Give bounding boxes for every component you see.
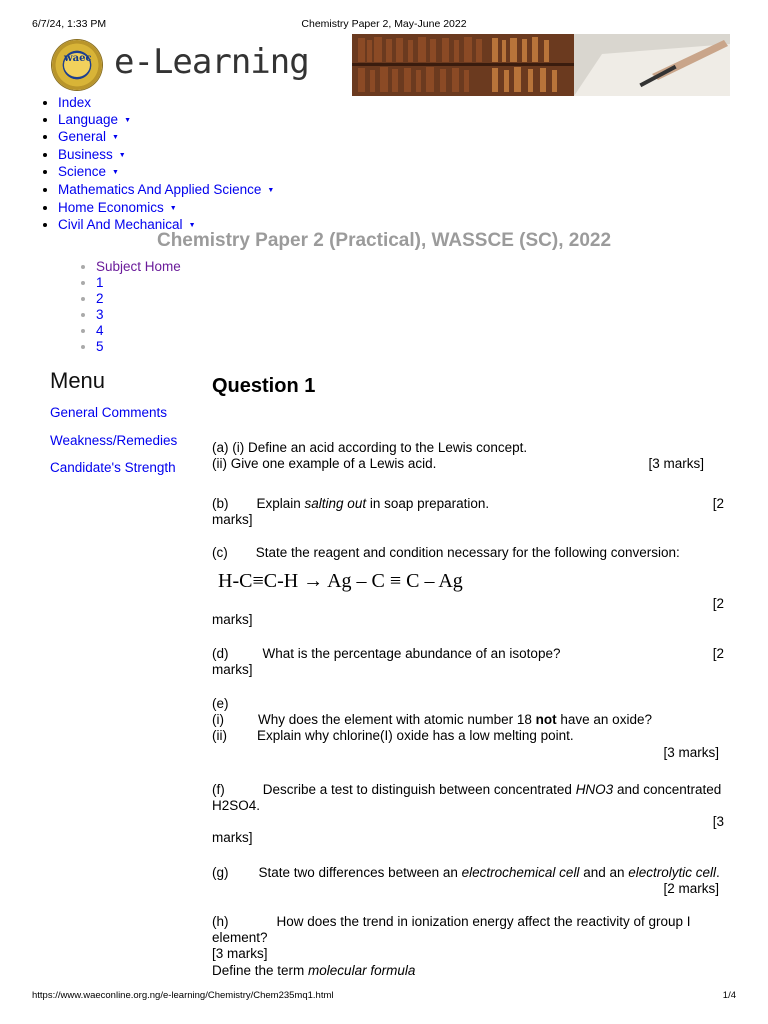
part-b-pre: Explain: [256, 496, 305, 511]
part-d-label: (d): [212, 646, 229, 661]
sidebar-link-candidates-strength[interactable]: Candidate's Strength: [50, 460, 176, 475]
part-f-label: (f): [212, 782, 225, 797]
part-e-i-label: (i): [212, 712, 224, 728]
part-h-line-2: element?: [212, 930, 268, 946]
part-g-em-1: electrochemical cell: [461, 865, 580, 880]
part-f-post: and concentrated: [613, 782, 722, 797]
part-d-marks-1: [2: [712, 646, 724, 661]
subnav-item-4[interactable]: [96, 323, 181, 339]
part-e-marks: [3 marks]: [663, 744, 719, 760]
question-part-b: [212, 496, 724, 528]
subnav-item-1[interactable]: [96, 275, 181, 291]
nav-link-language[interactable]: Language: [58, 111, 119, 127]
part-d-text: What is the percentage abundance of an isotope?: [262, 646, 561, 661]
part-g-marks: [2 marks]: [663, 881, 719, 897]
nav-link-home-economics[interactable]: Home Economics: [58, 199, 164, 215]
part-e-label: (e): [212, 696, 229, 711]
subnav-link-1[interactable]: 1: [96, 275, 104, 290]
sidebar-menu: [50, 405, 177, 488]
part-c-marks: [212, 596, 724, 628]
question-part-f: [212, 782, 724, 847]
part-g-post: .: [716, 865, 720, 880]
subnav-item-3[interactable]: [96, 307, 181, 323]
part-f-pre: Describe a test to distinguish between concentrated: [262, 782, 576, 797]
nav-item-language[interactable]: [58, 112, 274, 130]
print-page-number: 1/4: [722, 990, 736, 1001]
part-g-em-2: electrolytic cell: [628, 865, 717, 880]
caret-down-icon[interactable]: ▼: [118, 151, 126, 159]
part-b-line: [212, 496, 724, 512]
part-h-text: How does the trend in ionization energy affect the reactivity of group I: [276, 914, 691, 929]
part-c-line: [212, 545, 724, 561]
logo-text: waec: [64, 53, 90, 77]
subnav-link-home[interactable]: Subject Home: [96, 259, 181, 274]
define-em: molecular formula: [308, 962, 416, 978]
part-e-i-bold: not: [535, 712, 557, 728]
part-b-marks-2: marks]: [212, 512, 253, 528]
question-part-e: [212, 696, 724, 761]
nav-item-home-economics[interactable]: [58, 200, 274, 218]
nav-link-general[interactable]: General: [58, 129, 107, 145]
caret-down-icon[interactable]: ▼: [188, 222, 196, 230]
nav-link-civil-mechanical[interactable]: Civil And Mechanical: [58, 217, 183, 233]
print-url: https://www.waeconline.org.ng/e-learning/Chemistry/Chem235mq1.html: [32, 990, 334, 1001]
waec-logo[interactable]: [52, 40, 102, 90]
question-part-g: [212, 865, 724, 897]
caret-down-icon[interactable]: ▼: [112, 169, 119, 177]
define-line: [212, 963, 724, 979]
subnav-item-home[interactable]: [96, 259, 181, 275]
part-d-marks-2: marks]: [212, 662, 253, 678]
part-e-ii-label: (ii): [212, 728, 227, 744]
subnav-link-5[interactable]: 5: [96, 339, 104, 354]
part-b-em: salting out: [304, 496, 367, 511]
part-a-line-2-text: (ii) Give one example of a Lewis acid.: [212, 456, 437, 472]
subnav-item-2[interactable]: [96, 291, 181, 307]
site-banner: [44, 34, 730, 98]
nav-link-mathematics[interactable]: Mathematics And Applied Science: [58, 181, 262, 197]
brand-name: e-Learning: [114, 42, 309, 82]
part-h-marks: [3 marks]: [212, 946, 268, 962]
page-title: Chemistry Paper 2 (Practical), WASSCE (SC), 2022: [156, 230, 612, 251]
part-g-mid: and an: [579, 865, 629, 880]
part-e-ii-text: Explain why chlorine(I) oxide has a low melting point.: [257, 728, 574, 744]
sidebar-link-weakness-remedies[interactable]: Weakness/Remedies: [50, 432, 178, 448]
part-f-line-1: [212, 782, 724, 798]
part-b-post: in soap preparation.: [366, 496, 490, 511]
part-c-text: State the reagent and condition necessary for the following conversion:: [255, 545, 680, 560]
nav-item-business[interactable]: [58, 147, 274, 165]
part-g-label: (g): [212, 865, 229, 880]
part-c-marks-2: marks]: [212, 612, 253, 627]
part-c-marks-1: [2: [712, 596, 724, 611]
subnav-item-5[interactable]: [96, 339, 181, 355]
nav-link-science[interactable]: Science: [58, 164, 107, 180]
question-title: Question 1: [212, 375, 316, 397]
part-e-ii: [212, 728, 724, 744]
part-g-line: [212, 865, 724, 881]
caret-down-icon[interactable]: ▼: [267, 186, 275, 194]
part-c-formula: H-C≡C-H → Ag – C ≡ C – Ag: [218, 570, 463, 592]
part-a-line-1: (a) (i) Define an acid according to the Lewis concept.: [212, 440, 528, 455]
subnav-link-3[interactable]: 3: [96, 307, 104, 322]
part-h-label: (h): [212, 914, 229, 929]
nav-link-index[interactable]: Index: [58, 95, 92, 110]
question-part-d: [212, 646, 724, 678]
caret-down-icon[interactable]: ▼: [124, 116, 132, 124]
nav-item-science[interactable]: [58, 164, 274, 182]
part-e-i-post: have an oxide?: [556, 712, 652, 728]
part-h-line-1: [212, 914, 724, 930]
caret-down-icon[interactable]: ▼: [169, 204, 177, 212]
part-f-em: HNO3: [575, 782, 614, 797]
question-part-c: [212, 545, 724, 561]
sidebar-menu-title: Menu: [50, 368, 106, 393]
library-banner-image: [352, 34, 730, 96]
question-part-h: [212, 914, 724, 979]
part-c-label: (c): [212, 545, 228, 560]
question-part-a: [212, 440, 724, 472]
subnav-link-4[interactable]: 4: [96, 323, 104, 338]
question-subnav: [80, 259, 181, 355]
part-f-line-2: H2SO4.: [212, 798, 261, 814]
nav-item-general[interactable]: [58, 129, 274, 147]
part-b-label: (b): [212, 496, 229, 511]
main-nav: [38, 95, 274, 235]
print-footer: [32, 990, 736, 1004]
define-pre: Define the term: [212, 962, 309, 978]
part-f-marks-1: [3: [712, 814, 724, 830]
part-e-i-pre: Why does the element with atomic number 18: [258, 712, 536, 728]
nav-item-mathematics[interactable]: [58, 182, 274, 200]
print-header: [32, 18, 736, 32]
caret-down-icon[interactable]: ▼: [112, 134, 119, 142]
part-f-marks-2: marks]: [212, 830, 253, 846]
part-a-line-2: [212, 456, 724, 472]
sidebar-link-general-comments[interactable]: General Comments: [50, 405, 168, 420]
part-d-line: [212, 646, 724, 662]
print-datetime: 6/7/24, 1:33 PM: [32, 18, 107, 30]
print-doc-title: Chemistry Paper 2, May-June 2022: [301, 18, 467, 30]
part-a-marks: [3 marks]: [648, 456, 704, 472]
part-e-i: [212, 712, 724, 728]
nav-item-index[interactable]: [58, 95, 274, 112]
part-b-marks-1: [2: [712, 496, 724, 511]
part-g-pre: State two differences between an: [258, 865, 462, 880]
nav-link-business[interactable]: Business: [58, 146, 113, 162]
subnav-link-2[interactable]: 2: [96, 291, 104, 306]
